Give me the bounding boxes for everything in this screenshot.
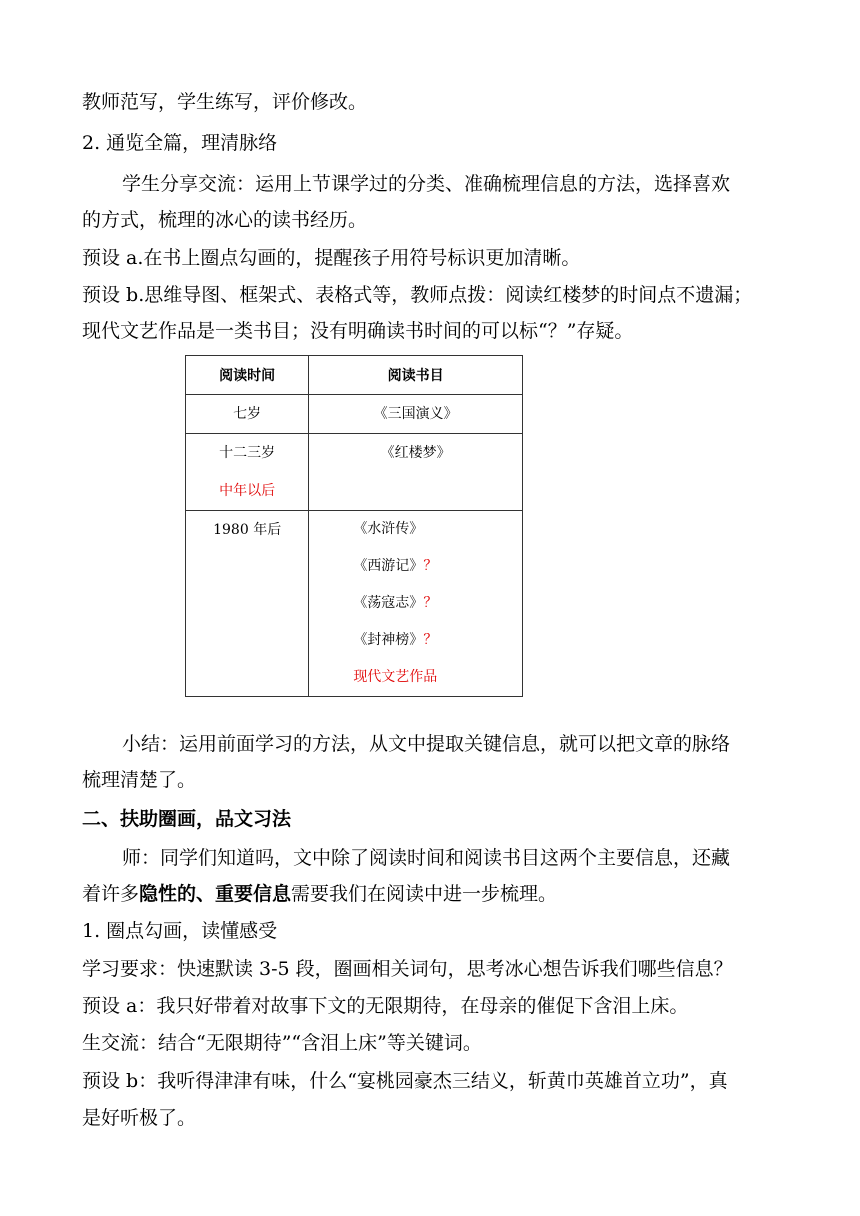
text-line: 学生分享交流：运用上节课学过的分类、准确梳理信息的方法，选择喜欢 <box>122 173 731 195</box>
time-cell: 十二三岁 <box>219 445 276 461</box>
text-line: 预设 a.在书上圈点勾画的，提醒孩子用符号标识更加清晰。 <box>82 247 581 269</box>
table-header-row <box>186 356 523 395</box>
book-cell: 《红楼梦》 <box>380 445 451 461</box>
time-cell: 七岁 <box>233 406 262 422</box>
text-line: 的方式，梳理的冰心的读书经历。 <box>82 209 368 231</box>
table-row <box>186 395 523 434</box>
question-mark: ？ <box>423 595 438 611</box>
text-line: 预设 a：我只好带着对故事下文的无限期待，在母亲的催促下含泪上床。 <box>82 995 689 1017</box>
text-line: 师：同学们知道吗，文中除了阅读时间和阅读书目这两个主要信息，还藏 <box>122 847 731 869</box>
book-category-annotation: 现代文艺作品 <box>353 669 438 685</box>
book-item: 《西游记》？ <box>353 558 438 574</box>
text-line: 是好听极了。 <box>82 1107 197 1129</box>
emphasis-text: 隐性的、重要信息 <box>139 883 292 905</box>
header-reading-books: 阅读书目 <box>309 356 523 395</box>
time-cell-annotation: 中年以后 <box>219 483 276 499</box>
text-line: 教师范写，学生练写，评价修改。 <box>82 91 368 113</box>
question-mark: ？ <box>423 558 438 574</box>
text-line: 学习要求：快速默读 3-5 段，圈画相关词句，思考冰心想告诉我们哪些信息？ <box>82 958 733 980</box>
time-cell: 1980 年后 <box>213 522 282 538</box>
question-mark: ？ <box>423 632 438 648</box>
text-line: 现代文艺作品是一类书目；没有明确读书时间的可以标“？”存疑。 <box>82 320 634 342</box>
table-row <box>186 511 523 697</box>
book-item: 《水浒传》 <box>353 521 424 537</box>
book-item: 《封神榜》？ <box>353 632 438 648</box>
table-row <box>186 434 523 511</box>
summary-line: 小结：运用前面学习的方法，从文中提取关键信息，就可以把文章的脉络 <box>122 733 731 755</box>
text-line: 预设 b.思维导图、框架式、表格式等，教师点拨：阅读红楼梦的时间点不遗漏； <box>82 284 753 306</box>
reading-table <box>185 355 523 697</box>
section-subtitle: 2. 通览全篇，理清脉络 <box>82 132 278 154</box>
header-reading-time: 阅读时间 <box>186 356 309 395</box>
text-line: 生交流：结合“无限期待”“含泪上床”等关键词。 <box>82 1032 482 1054</box>
text-line: 预设 b：我听得津津有味，什么“宴桃园豪杰三结义，斩黄巾英雄首立功”，真 <box>82 1070 728 1092</box>
section-subtitle: 1. 圈点勾画，读懂感受 <box>82 920 278 942</box>
text-line: 着许多隐性的、重要信息需要我们在阅读中进一步梳理。 <box>82 883 558 905</box>
book-item: 《荡寇志》？ <box>353 595 438 611</box>
summary-line: 梳理清楚了。 <box>82 769 197 791</box>
book-cell: 《三国演义》 <box>373 406 458 422</box>
section-heading: 二、扶助圈画，品文习法 <box>82 808 292 830</box>
